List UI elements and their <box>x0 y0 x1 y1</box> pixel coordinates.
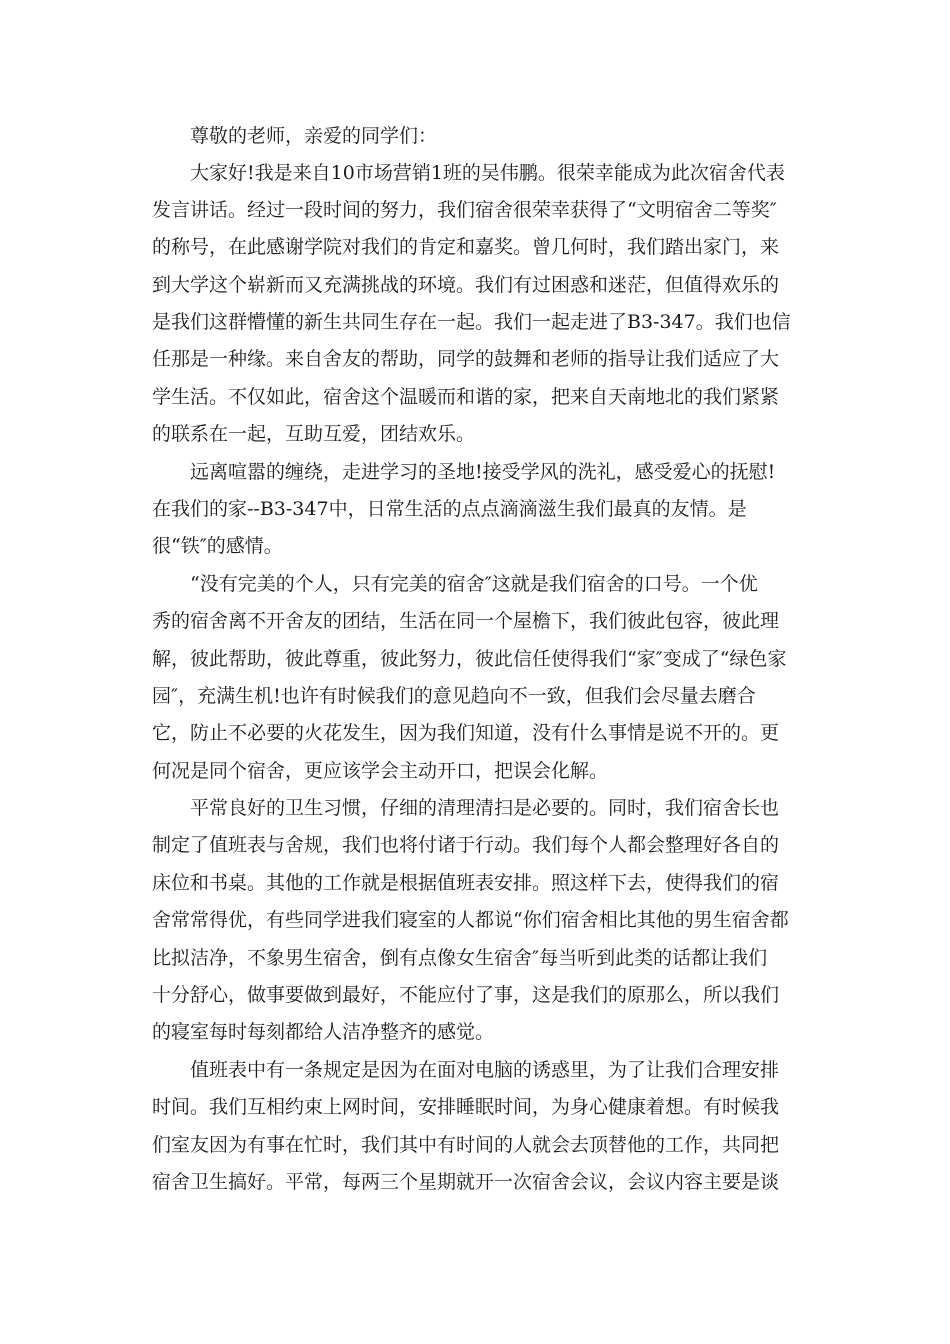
paragraph-4-line-1: 平常良好的卫生习惯，仔细的清理清扫是必要的。同时，我们宿舍长也 <box>190 797 780 819</box>
paragraph-2-line-3: 很“铁″的感情。 <box>152 535 283 557</box>
paragraph-5-line-3: 们室友因为有事在忙时，我们其中有时间的人就会去顶替他的工作，共同把 <box>152 1134 780 1156</box>
paragraph-4-line-4: 舍常常得优，有些同学进我们寝室的人都说“你们宿舍相比其他的男生宿舍都 <box>152 909 789 931</box>
paragraph-3-line-6: 何况是同个宿舍，更应该学会主动开口，把误会化解。 <box>152 760 609 782</box>
paragraph-3-line-2: 秀的宿舍离不开舍友的团结，生活在同一个屋檐下，我们彼此包容，彼此理 <box>152 610 780 632</box>
paragraph-4-line-2: 制定了值班表与舍规，我们也将付诸于行动。我们每个人都会整理好各自的 <box>152 834 780 856</box>
paragraph-1-line-1: 大家好!我是来自10市场营销1班的吴伟鹏。很荣幸能成为此次宿舍代表 <box>190 162 785 184</box>
paragraph-3-line-1: “没有完美的个人，只有完美的宿舍″这就是我们宿舍的口号。一个优 <box>190 573 758 595</box>
paragraph-1-line-8: 的联系在一起，互助互爱，团结欢乐。 <box>152 423 476 445</box>
paragraph-4-line-6: 十分舒心，做事要做到最好，不能应付了事，这是我们的原那么，所以我们 <box>152 984 780 1006</box>
paragraph-1-line-6: 任那是一种缘。来自舍友的帮助，同学的鼓舞和老师的指导让我们适应了大 <box>152 348 780 370</box>
paragraph-1-line-5: 是我们这群懵懂的新生共同生存在一起。我们一起走进了B3-347。我们也信 <box>152 311 791 333</box>
paragraph-2-line-1: 远离喧嚣的缠绕，走进学习的圣地!接受学风的洗礼，感受爱心的抚慰! <box>190 461 776 483</box>
paragraph-3-line-5: 它，防止不必要的火花发生，因为我们知道，没有什么事情是说不开的。更 <box>152 722 780 744</box>
paragraph-5-line-2: 时间。我们互相约束上网时间，安排睡眠时间，为身心健康着想。有时候我 <box>152 1096 780 1118</box>
paragraph-1-line-7: 学生活。不仅如此，宿舍这个温暖而和谐的家，把来自天南地北的我们紧紧 <box>152 386 780 408</box>
paragraph-2-line-2: 在我们的家--B3-347中，日常生活的点点滴滴滋生我们最真的友情。是 <box>152 498 747 520</box>
paragraph-4-line-7: 的寝室每时每刻都给人洁净整齐的感觉。 <box>152 1021 495 1043</box>
salutation: 尊敬的老师，亲爱的同学们： <box>190 125 438 147</box>
paragraph-3-line-3: 解，彼此帮助，彼此尊重，彼此努力，彼此信任使得我们“家″变成了“绿色家 <box>152 648 787 670</box>
paragraph-1-line-4: 到大学这个崭新而又充满挑战的环境。我们有过困惑和迷茫，但值得欢乐的 <box>152 274 780 296</box>
paragraph-1-line-2: 发言讲话。经过一段时间的努力，我们宿舍很荣幸获得了“文明宿舍二等奖″ <box>152 199 777 221</box>
paragraph-4-line-5: 比拟洁净，不象男生宿舍，倒有点像女生宿舍″每当听到此类的话都让我们 <box>152 947 768 969</box>
paragraph-5-line-4: 宿舍卫生搞好。平常，每两三个星期就开一次宿舍会议，会议内容主要是谈 <box>152 1171 780 1193</box>
paragraph-1-line-3: 的称号，在此感谢学院对我们的肯定和嘉奖。曾几何时，我们踏出家门，来 <box>152 236 780 258</box>
paragraph-3-line-4: 园″，充满生机!也许有时候我们的意见趋向不一致，但我们会尽量去磨合 <box>152 685 756 707</box>
paragraph-5-line-1: 值班表中有一条规定是因为在面对电脑的诱惑里，为了让我们合理安排 <box>190 1059 780 1081</box>
paragraph-4-line-3: 床位和书桌。其他的工作就是根据值班表安排。照这样下去，使得我们的宿 <box>152 872 780 894</box>
